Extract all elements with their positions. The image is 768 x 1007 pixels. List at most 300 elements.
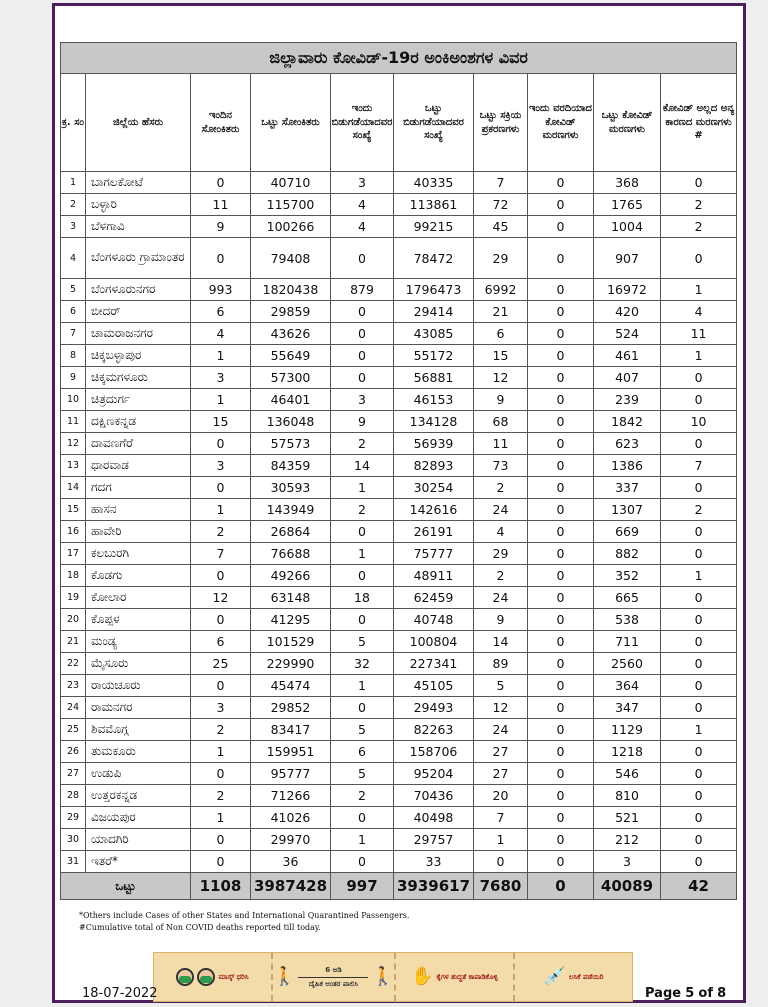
value-cell: 229990: [251, 653, 331, 675]
district-name-cell: ಹಾಸನ: [86, 499, 191, 521]
value-cell: 26864: [251, 521, 331, 543]
hand-wash-icon: ✋: [411, 966, 434, 988]
value-cell: 0: [528, 719, 594, 741]
table-row: [61, 653, 737, 675]
value-cell: 5: [331, 763, 394, 785]
value-cell: 1: [661, 345, 737, 367]
value-cell: 49266: [251, 565, 331, 587]
serial-cell: 22: [61, 653, 86, 675]
serial-cell: 3: [61, 216, 86, 238]
hands-text: ಕೈಗಳ ಶುದ್ಧತೆ ಕಾಪಾಡಿಕೊಳ್ಳಿ: [436, 972, 498, 981]
value-cell: 0: [528, 851, 594, 873]
value-cell: 1386: [594, 455, 661, 477]
value-cell: 0: [331, 609, 394, 631]
district-name-cell: ವಿಜಯಪುರ: [86, 807, 191, 829]
serial-cell: 31: [61, 851, 86, 873]
value-cell: 24: [474, 499, 528, 521]
value-cell: 29970: [251, 829, 331, 851]
value-cell: 0: [331, 521, 394, 543]
value-cell: 0: [661, 851, 737, 873]
table-row: [61, 587, 737, 609]
table-row: [61, 279, 737, 301]
value-cell: 11: [474, 433, 528, 455]
value-cell: 6: [474, 323, 528, 345]
table-row: [61, 565, 737, 587]
district-name-cell: ಬಳ್ಳಾರಿ: [86, 194, 191, 216]
value-cell: 2: [474, 477, 528, 499]
value-cell: 0: [528, 697, 594, 719]
value-cell: 538: [594, 609, 661, 631]
value-cell: 25: [191, 653, 251, 675]
value-cell: 2: [661, 499, 737, 521]
value-cell: 1307: [594, 499, 661, 521]
value-cell: 41295: [251, 609, 331, 631]
table-body: [61, 172, 737, 873]
value-cell: 70436: [394, 785, 474, 807]
serial-cell: 27: [61, 763, 86, 785]
value-cell: 0: [191, 851, 251, 873]
value-cell: 7: [191, 543, 251, 565]
value-cell: 32: [331, 653, 394, 675]
column-header: ಒಟ್ಟು ಕೋವಿಡ್ ಮರಣಗಳು: [594, 74, 661, 172]
value-cell: 159951: [251, 741, 331, 763]
value-cell: 100266: [251, 216, 331, 238]
page-prefix: Page: [645, 986, 682, 1001]
column-header: ಇಂದಿನ ಸೋಂಕಿತರು: [191, 74, 251, 172]
column-header: ಕ್ರ. ಸಂ: [61, 74, 86, 172]
value-cell: 0: [474, 851, 528, 873]
value-cell: 669: [594, 521, 661, 543]
value-cell: 3: [331, 389, 394, 411]
district-name-cell: ರಾಮನಗರ: [86, 697, 191, 719]
value-cell: 29414: [394, 301, 474, 323]
total-value: 42: [661, 873, 737, 900]
value-cell: 71266: [251, 785, 331, 807]
value-cell: 2: [191, 521, 251, 543]
value-cell: 993: [191, 279, 251, 301]
value-cell: 55649: [251, 345, 331, 367]
value-cell: 0: [528, 741, 594, 763]
value-cell: 43085: [394, 323, 474, 345]
value-cell: 0: [661, 631, 737, 653]
serial-cell: 23: [61, 675, 86, 697]
table-row: [61, 807, 737, 829]
value-cell: 57573: [251, 433, 331, 455]
value-cell: 33: [394, 851, 474, 873]
value-cell: 0: [331, 367, 394, 389]
district-name-cell: ಶಿವಮೊಗ್ಗ: [86, 719, 191, 741]
person-icon: 🚶: [371, 966, 394, 988]
value-cell: 0: [331, 807, 394, 829]
value-cell: 45105: [394, 675, 474, 697]
total-value: 997: [331, 873, 394, 900]
value-cell: 0: [661, 675, 737, 697]
value-cell: 79408: [251, 238, 331, 279]
value-cell: 7: [661, 455, 737, 477]
total-label: ಒಟ್ಟು: [61, 873, 191, 900]
value-cell: 2: [191, 719, 251, 741]
district-name-cell: ಕೊಪ್ಪಳ: [86, 609, 191, 631]
table-row: [61, 543, 737, 565]
total-row: [61, 873, 737, 900]
value-cell: 24: [474, 587, 528, 609]
district-name-cell: ಧಾರವಾಡ: [86, 455, 191, 477]
district-name-cell: ರಾಯಚೂರು: [86, 675, 191, 697]
value-cell: 882: [594, 543, 661, 565]
value-cell: 0: [528, 477, 594, 499]
serial-cell: 1: [61, 172, 86, 194]
banner-distance: [273, 953, 396, 1001]
table-row: [61, 216, 737, 238]
page-total: 8: [717, 986, 727, 1001]
value-cell: 0: [661, 238, 737, 279]
value-cell: 0: [661, 543, 737, 565]
value-cell: 352: [594, 565, 661, 587]
table-row: [61, 609, 737, 631]
table-title: ಜಿಲ್ಲಾವಾರು ಕೋವಿಡ್-19ರ ಅಂಕಿಅಂಶಗಳ ವಿವರ: [61, 43, 737, 74]
value-cell: 6: [191, 301, 251, 323]
value-cell: 1: [191, 345, 251, 367]
serial-cell: 20: [61, 609, 86, 631]
value-cell: 364: [594, 675, 661, 697]
value-cell: 26191: [394, 521, 474, 543]
value-cell: 2: [474, 565, 528, 587]
value-cell: 45474: [251, 675, 331, 697]
value-cell: 20: [474, 785, 528, 807]
value-cell: 1129: [594, 719, 661, 741]
value-cell: 0: [528, 172, 594, 194]
mask-text: ಮಾಸ್ಕ್ ಧರಿಸಿ: [218, 972, 249, 981]
value-cell: 1: [661, 719, 737, 741]
value-cell: 15: [474, 345, 528, 367]
value-cell: 0: [331, 345, 394, 367]
value-cell: 9: [331, 411, 394, 433]
value-cell: 9: [191, 216, 251, 238]
footnote-others: *Others include Cases of other States and International Quarantined Passengers.: [79, 911, 410, 920]
value-cell: 0: [661, 389, 737, 411]
value-cell: 546: [594, 763, 661, 785]
value-cell: 0: [331, 301, 394, 323]
district-name-cell: ಬೆಂಗಳೂರುನಗರ: [86, 279, 191, 301]
serial-cell: 13: [61, 455, 86, 477]
value-cell: 84359: [251, 455, 331, 477]
value-cell: 0: [528, 345, 594, 367]
value-cell: 136048: [251, 411, 331, 433]
serial-cell: 14: [61, 477, 86, 499]
value-cell: 1: [331, 543, 394, 565]
value-cell: 0: [528, 587, 594, 609]
vaccine-text: ಲಸಿಕೆ ಪಡೆಯಿರಿ: [568, 972, 604, 981]
table-row: [61, 172, 737, 194]
value-cell: 0: [191, 238, 251, 279]
value-cell: 0: [528, 194, 594, 216]
table-row: [61, 697, 737, 719]
table-row: [61, 499, 737, 521]
value-cell: 0: [528, 785, 594, 807]
banner-hands: [396, 953, 515, 1001]
value-cell: 0: [191, 763, 251, 785]
district-name-cell: ಮೈಸೂರು: [86, 653, 191, 675]
report-date: 18-07-2022: [82, 986, 158, 1001]
district-name-cell: ಮಂಡ್ಯ: [86, 631, 191, 653]
value-cell: 1842: [594, 411, 661, 433]
serial-cell: 16: [61, 521, 86, 543]
table-row: [61, 323, 737, 345]
value-cell: 101529: [251, 631, 331, 653]
serial-cell: 25: [61, 719, 86, 741]
page-of: of: [698, 986, 713, 1001]
value-cell: 2: [661, 216, 737, 238]
value-cell: 0: [661, 829, 737, 851]
district-name-cell: ಹಾವೇರಿ: [86, 521, 191, 543]
value-cell: 810: [594, 785, 661, 807]
value-cell: 907: [594, 238, 661, 279]
covid-stats-table: [60, 42, 737, 900]
distance-value: 6 ಅಡಿ: [325, 966, 342, 975]
value-cell: 2: [191, 785, 251, 807]
value-cell: 100804: [394, 631, 474, 653]
district-name-cell: ಚಿಕ್ಕಬಳ್ಳಾಪುರ: [86, 345, 191, 367]
value-cell: 0: [528, 455, 594, 477]
district-name-cell: ಬಾಗಲಕೋಟೆ: [86, 172, 191, 194]
value-cell: 0: [528, 609, 594, 631]
footnote-non-covid: #Cumulative total of Non COVID deaths reported till today.: [79, 923, 321, 932]
total-value: 0: [528, 873, 594, 900]
value-cell: 2: [661, 194, 737, 216]
value-cell: 2: [331, 499, 394, 521]
table-row: [61, 829, 737, 851]
value-cell: 1: [191, 741, 251, 763]
column-header: ಒಟ್ಟು ಸೋಂಕಿತರು: [251, 74, 331, 172]
value-cell: 1: [331, 477, 394, 499]
value-cell: 5: [474, 675, 528, 697]
value-cell: 0: [528, 653, 594, 675]
value-cell: 113861: [394, 194, 474, 216]
value-cell: 82263: [394, 719, 474, 741]
value-cell: 665: [594, 587, 661, 609]
value-cell: 45: [474, 216, 528, 238]
value-cell: 4: [331, 194, 394, 216]
value-cell: 4: [331, 216, 394, 238]
serial-cell: 9: [61, 367, 86, 389]
value-cell: 83417: [251, 719, 331, 741]
column-header: ಕೋವಿಡ್ ಅಲ್ಲದ ಅನ್ಯ ಕಾರಣದ ಮರಣಗಳು #: [661, 74, 737, 172]
value-cell: 0: [191, 609, 251, 631]
value-cell: 711: [594, 631, 661, 653]
value-cell: 27: [474, 763, 528, 785]
table-row: [61, 477, 737, 499]
value-cell: 15: [191, 411, 251, 433]
value-cell: 115700: [251, 194, 331, 216]
value-cell: 14: [331, 455, 394, 477]
value-cell: 0: [331, 851, 394, 873]
value-cell: 48911: [394, 565, 474, 587]
district-name-cell: ತುಮಕೂರು: [86, 741, 191, 763]
table-row: [61, 675, 737, 697]
value-cell: 1: [191, 389, 251, 411]
value-cell: 29859: [251, 301, 331, 323]
value-cell: 72: [474, 194, 528, 216]
value-cell: 0: [661, 367, 737, 389]
value-cell: 0: [661, 697, 737, 719]
value-cell: 524: [594, 323, 661, 345]
district-name-cell: ದಾವಣಗೆರೆ: [86, 433, 191, 455]
table-row: [61, 411, 737, 433]
document-page: [52, 3, 746, 1003]
value-cell: 30593: [251, 477, 331, 499]
table-row: [61, 455, 737, 477]
value-cell: 1: [191, 499, 251, 521]
value-cell: 623: [594, 433, 661, 455]
value-cell: 95777: [251, 763, 331, 785]
serial-cell: 8: [61, 345, 86, 367]
table-row: [61, 521, 737, 543]
value-cell: 0: [528, 829, 594, 851]
serial-cell: 5: [61, 279, 86, 301]
value-cell: 29: [474, 543, 528, 565]
district-name-cell: ದಕ್ಷಿಣಕನ್ನಡ: [86, 411, 191, 433]
value-cell: 0: [661, 477, 737, 499]
value-cell: 0: [528, 675, 594, 697]
value-cell: 347: [594, 697, 661, 719]
column-header: ಒಟ್ಟು ಬಿಡುಗಡೆಯಾದವರ ಸಂಖ್ಯೆ: [394, 74, 474, 172]
value-cell: 0: [528, 433, 594, 455]
value-cell: 134128: [394, 411, 474, 433]
value-cell: 9: [474, 609, 528, 631]
table-row: [61, 345, 737, 367]
value-cell: 5: [331, 631, 394, 653]
value-cell: 0: [528, 543, 594, 565]
district-name-cell: ಕೊಡಗು: [86, 565, 191, 587]
value-cell: 461: [594, 345, 661, 367]
value-cell: 43626: [251, 323, 331, 345]
value-cell: 63148: [251, 587, 331, 609]
value-cell: 4: [191, 323, 251, 345]
serial-cell: 29: [61, 807, 86, 829]
vaccine-icon: 💉: [543, 966, 566, 988]
value-cell: 0: [528, 216, 594, 238]
serial-cell: 19: [61, 587, 86, 609]
value-cell: 36: [251, 851, 331, 873]
table-row: [61, 301, 737, 323]
masked-face-icon: [197, 968, 215, 986]
table-header-row: [61, 74, 737, 172]
value-cell: 11: [661, 323, 737, 345]
value-cell: 407: [594, 367, 661, 389]
value-cell: 0: [528, 521, 594, 543]
page-current: 5: [685, 986, 695, 1001]
serial-cell: 7: [61, 323, 86, 345]
value-cell: 0: [528, 323, 594, 345]
table-row: [61, 389, 737, 411]
district-name-cell: ಉತ್ತರಕನ್ನಡ: [86, 785, 191, 807]
awareness-banner: [153, 952, 633, 1002]
value-cell: 56881: [394, 367, 474, 389]
value-cell: 21: [474, 301, 528, 323]
value-cell: 0: [331, 238, 394, 279]
value-cell: 227341: [394, 653, 474, 675]
table-row: [61, 719, 737, 741]
value-cell: 239: [594, 389, 661, 411]
district-name-cell: ಯಾದಗಿರಿ: [86, 829, 191, 851]
value-cell: 68: [474, 411, 528, 433]
value-cell: 0: [661, 172, 737, 194]
value-cell: 420: [594, 301, 661, 323]
district-name-cell: ಕಲಬುರಗಿ: [86, 543, 191, 565]
serial-cell: 18: [61, 565, 86, 587]
value-cell: 0: [661, 521, 737, 543]
value-cell: 1218: [594, 741, 661, 763]
total-value: 3939617: [394, 873, 474, 900]
value-cell: 0: [528, 389, 594, 411]
value-cell: 40335: [394, 172, 474, 194]
value-cell: 0: [661, 763, 737, 785]
value-cell: 3: [191, 367, 251, 389]
total-value: 3987428: [251, 873, 331, 900]
value-cell: 12: [474, 697, 528, 719]
serial-cell: 17: [61, 543, 86, 565]
value-cell: 0: [191, 477, 251, 499]
value-cell: 56939: [394, 433, 474, 455]
value-cell: 2560: [594, 653, 661, 675]
serial-cell: 10: [61, 389, 86, 411]
value-cell: 0: [191, 829, 251, 851]
table-row: [61, 631, 737, 653]
value-cell: 1: [331, 675, 394, 697]
value-cell: 0: [661, 609, 737, 631]
value-cell: 95204: [394, 763, 474, 785]
value-cell: 521: [594, 807, 661, 829]
value-cell: 6: [191, 631, 251, 653]
value-cell: 40748: [394, 609, 474, 631]
value-cell: 18: [331, 587, 394, 609]
value-cell: 99215: [394, 216, 474, 238]
value-cell: 29: [474, 238, 528, 279]
value-cell: 10: [661, 411, 737, 433]
value-cell: 0: [528, 631, 594, 653]
person-icon: 🚶: [273, 966, 296, 988]
distance-arrow: [298, 977, 368, 978]
distance-text: ದೈಹಿಕ ಅಂತರ ಪಾಲಿಸಿ: [308, 979, 358, 988]
district-name-cell: ಬೆಂಗಳೂರು ಗ್ರಾಮಾಂತರ: [86, 238, 191, 279]
value-cell: 3: [191, 697, 251, 719]
serial-cell: 12: [61, 433, 86, 455]
value-cell: 0: [661, 807, 737, 829]
table-row: [61, 367, 737, 389]
district-name-cell: ಬೀದರ್: [86, 301, 191, 323]
value-cell: 2: [331, 433, 394, 455]
value-cell: 0: [331, 697, 394, 719]
value-cell: 212: [594, 829, 661, 851]
value-cell: 29493: [394, 697, 474, 719]
value-cell: 0: [661, 653, 737, 675]
value-cell: 0: [661, 433, 737, 455]
value-cell: 6: [331, 741, 394, 763]
value-cell: 0: [191, 172, 251, 194]
value-cell: 1: [331, 829, 394, 851]
value-cell: 16972: [594, 279, 661, 301]
value-cell: 1820438: [251, 279, 331, 301]
column-header: ಇಂದು ಬಿಡುಗಡೆಯಾದವರ ಸಂಖ್ಯೆ: [331, 74, 394, 172]
value-cell: 0: [528, 807, 594, 829]
district-name-cell: ಚಿಕ್ಕಮಗಳೂರು: [86, 367, 191, 389]
value-cell: 158706: [394, 741, 474, 763]
value-cell: 7: [474, 172, 528, 194]
value-cell: 0: [331, 323, 394, 345]
serial-cell: 21: [61, 631, 86, 653]
value-cell: 0: [661, 741, 737, 763]
value-cell: 4: [661, 301, 737, 323]
